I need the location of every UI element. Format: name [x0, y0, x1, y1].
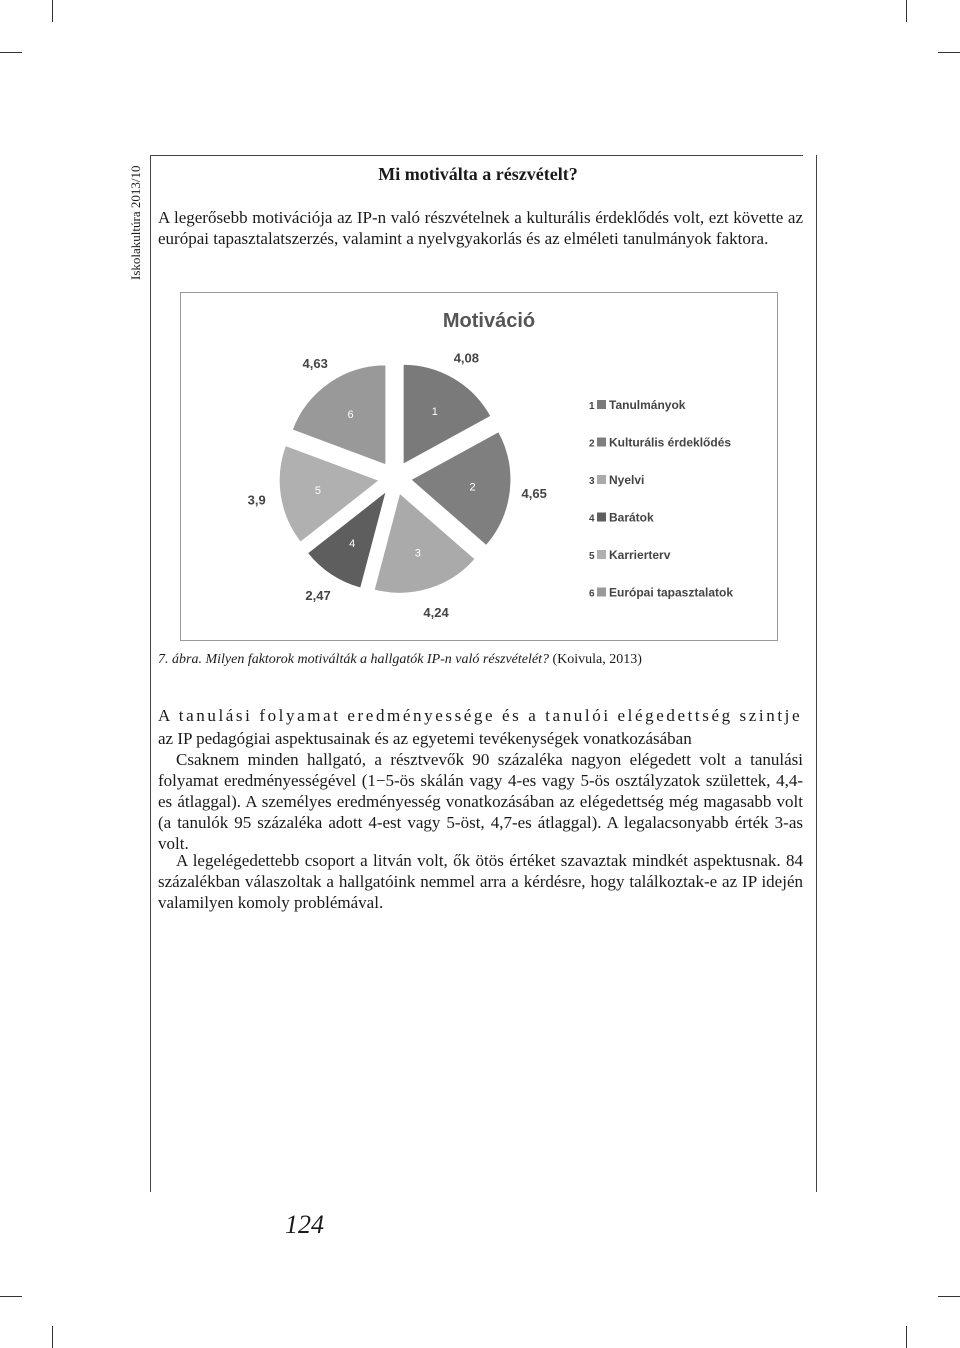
legend-index: 2 — [589, 438, 595, 450]
legend-label: Karrierterv — [609, 548, 671, 562]
subsection-subtitle: az IP pedagógiai aspektusainak és az egyetemi tevékenységek vonatkozásában — [158, 729, 692, 748]
legend-swatch — [597, 400, 606, 409]
slice-index-label: 4 — [349, 538, 356, 551]
legend-swatch — [597, 550, 606, 559]
page-number: 124 — [285, 1210, 324, 1239]
slice-value-label: 4,63 — [302, 355, 328, 371]
crop-mark — [52, 1326, 53, 1348]
running-head-text: Iskolakultúra 2013/10 — [128, 165, 143, 280]
slice-value-label: 4,08 — [453, 350, 480, 366]
pie-slice — [292, 365, 386, 465]
body-paragraph: A legelégedettebb csoport a litván volt, ők ötös értéket szavaztak mindkét aspektusnak. 84 százalékban válaszoltak a hallgatóink nemmel arra a kérdésre, hogy találkoztak-e az IP idején valamilyen komoly problémával. — [158, 851, 803, 912]
figure-caption — [158, 652, 803, 668]
crop-mark — [906, 1326, 907, 1348]
legend-index: 3 — [589, 476, 595, 487]
crop-mark — [0, 1296, 22, 1297]
crop-mark — [906, 0, 907, 22]
legend-index: 6 — [589, 588, 595, 600]
legend-index: 4 — [589, 513, 595, 525]
legend-index: 1 — [589, 401, 595, 412]
legend-index: 5 — [589, 551, 595, 562]
legend-label: Nyelvi — [609, 473, 645, 487]
crop-mark — [938, 52, 960, 53]
pie-chart — [181, 293, 777, 640]
body-paragraph: Csaknem minden hallgató, a résztvevők 90 százaléka nagyon elégedett volt a tanulási folyamat eredményességével (1−5-ös skálán vagy 4-es vagy 5-ös osztályzatok születtek, 4,4-es átlaggal). A személyes eredményesség vonatkozásában az elégedettség még magasabb volt (a tanulók 95 százaléka adott 4-est vagy 5-öst, 4,7-es átlaggal). A legalacsonyabb érték 3-as volt. — [158, 750, 803, 853]
slice-index-label: 2 — [469, 481, 476, 494]
legend-swatch — [597, 438, 606, 447]
slice-value-label: 2,47 — [305, 587, 331, 603]
legend-swatch — [597, 475, 606, 484]
slice-index-label: 1 — [431, 405, 438, 418]
top-rule — [150, 155, 803, 156]
legend-label: Barátok — [609, 510, 654, 525]
legend-swatch — [597, 588, 606, 597]
slice-value-label: 4,65 — [521, 486, 547, 502]
intro-paragraph: A legerősebb motivációja az IP-n való részvételnek a kulturális érdeklődés volt, ezt követte az európai tapasztalatszerzés, valamint a nyelvgyakorlás és az elméleti tanulmányok faktora. — [158, 208, 803, 248]
crop-mark — [0, 52, 22, 53]
running-head — [126, 160, 148, 280]
caption-citation: (Koivula, 2013) — [552, 652, 642, 667]
crop-mark — [52, 0, 53, 22]
legend-label: Kulturális érdeklődés — [609, 435, 732, 450]
slice-index-label: 3 — [414, 547, 421, 560]
column-rule-right — [816, 155, 817, 1192]
slice-index-label: 5 — [314, 484, 321, 497]
legend-label: Tanulmányok — [609, 398, 686, 412]
caption-label: 7. ábra. Milyen faktorok motiválták a hallgatók IP-n való részvételét? — [158, 652, 549, 667]
legend-label: Európai tapasztalatok — [609, 585, 734, 600]
crop-mark — [938, 1296, 960, 1297]
slice-value-label: 3,9 — [247, 492, 266, 508]
slice-index-label: 6 — [347, 408, 354, 421]
slice-value-label: 4,24 — [423, 604, 449, 620]
subsection-title: A tanulási folyamat eredményessége és a tanulói elégedettség szintje — [158, 706, 803, 725]
column-rule-left — [150, 155, 151, 1192]
legend-swatch — [597, 513, 606, 522]
pie-chart-figure — [180, 292, 778, 641]
section-heading: Mi motiválta a részvételt? — [378, 164, 578, 184]
chart-title: Motiváció — [442, 310, 536, 332]
